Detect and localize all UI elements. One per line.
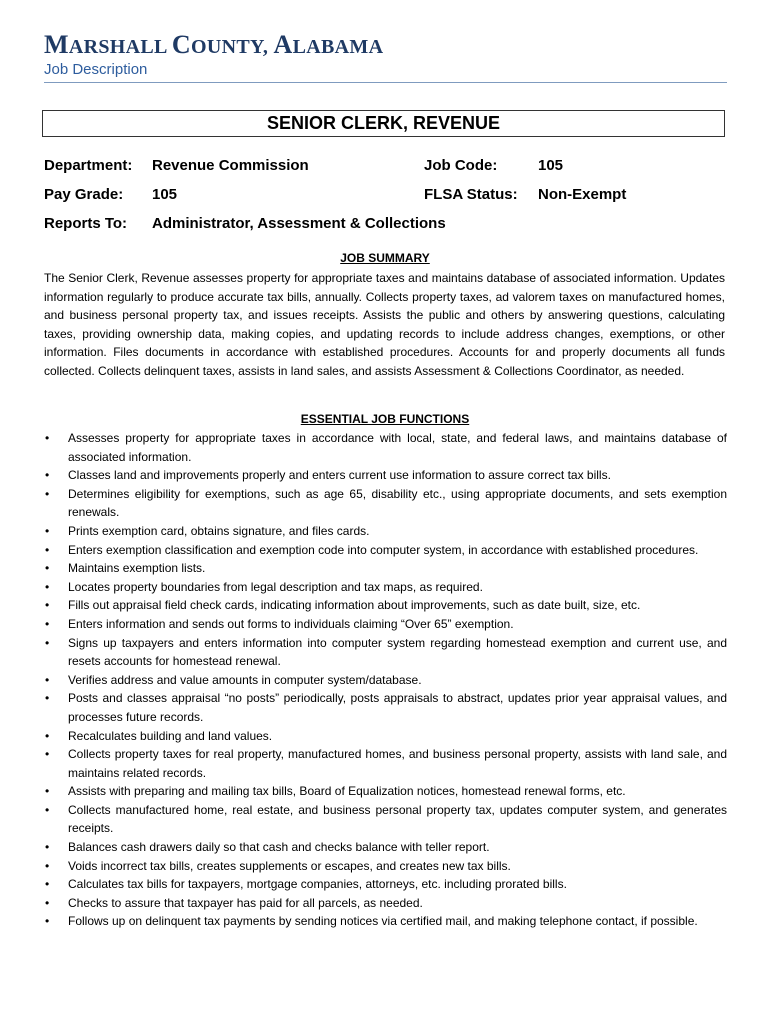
function-text: Assesses property for appropriate taxes in accordance with local, state, and federal laws, and maintains database of associated information. (68, 431, 727, 464)
bullet-icon: • (45, 616, 50, 631)
function-list-item (44, 429, 727, 466)
job-code-value: 105 (538, 157, 564, 174)
document-subtitle: Job Description (44, 61, 148, 78)
function-list-item (44, 559, 727, 578)
reports-to-label: Reports To: (44, 215, 128, 232)
bullet-icon: • (45, 877, 50, 892)
function-text: Checks to assure that taxpayer has paid for all parcels, as needed. (68, 895, 423, 910)
flsa-status-value: Non-Exempt (538, 186, 627, 203)
function-list-item (44, 485, 727, 522)
job-title: SENIOR CLERK, REVENUE (42, 110, 725, 137)
function-list-item (44, 912, 727, 931)
bullet-icon: • (45, 579, 50, 594)
bullet-icon: • (45, 728, 50, 743)
function-text: Posts and classes appraisal “no posts” periodically, posts appraisals to abstract, updates prior year appraisal values, and processes future records. (68, 691, 727, 724)
essential-functions-list (44, 429, 727, 931)
function-text: Recalculates building and land values. (68, 728, 273, 743)
function-list-item (44, 838, 727, 857)
function-list-item (44, 522, 727, 541)
function-text: Verifies address and value amounts in computer system/database. (68, 672, 422, 687)
function-text: Collects manufactured home, real estate, and business personal property tax, updates computer system, and generates receipts. (68, 802, 727, 836)
bullet-icon: • (45, 431, 50, 445)
bullet-icon: • (45, 784, 50, 799)
function-list-item (44, 596, 727, 615)
pay-grade-value: 105 (152, 186, 178, 203)
bullet-icon: • (45, 840, 50, 855)
county-title: MARSHALL COUNTY, ALABAMA (44, 30, 384, 59)
function-text: Locates property boundaries from legal description and tax maps, as required. (68, 579, 483, 594)
function-list-item (44, 541, 727, 560)
function-list-item (44, 466, 727, 485)
function-text: Collects property taxes for real property, manufactured homes, and business personal property, assists with land sale, and maintains related records. (68, 747, 727, 780)
function-text: Signs up taxpayers and enters information into computer system regarding homestead exemption and current use, and resets accounts for homestead renewal. (68, 635, 727, 669)
essential-functions-heading: ESSENTIAL JOB FUNCTIONS (300, 412, 470, 426)
function-list-item (44, 894, 727, 913)
bullet-icon: • (45, 895, 50, 910)
bullet-icon: • (45, 635, 50, 650)
department-value: Revenue Commission (152, 157, 309, 174)
function-list-item (44, 615, 727, 634)
function-list-item (44, 857, 727, 876)
function-list-item (44, 745, 727, 782)
department-label: Department: (44, 157, 133, 174)
bullet-icon: • (45, 914, 50, 929)
function-text: Follows up on delinquent tax payments by sending notices via certified mail, and making telephone contact, if possible. (68, 914, 698, 929)
bullet-icon: • (45, 542, 50, 557)
function-text: Maintains exemption lists. (68, 561, 206, 576)
pay-grade-label: Pay Grade: (44, 186, 124, 203)
function-text: Balances cash drawers daily so that cash and checks balance with teller report. (68, 840, 490, 855)
function-list-item (44, 801, 727, 838)
function-text: Enters exemption classification and exemption code into computer system, in accordance with established procedures. (68, 542, 699, 557)
bullet-icon: • (45, 486, 50, 501)
job-summary-text: The Senior Clerk, Revenue assesses property for appropriate taxes and maintains database of associated information. Updates information regularly to produce accurate tax bills, annually. Collects property taxes, ad valorem taxes on manufactured homes, and business personal property tax, and issues receipts. Assists the public and others by answering questions, calculating taxes, providing ownership data, making copies, and updating records to include address changes, exemptions, or other information. Files documents in accordance with established procedures. Accounts for and properly documents all funds collected. Collects delinquent taxes, assists in land sales, and assists Assessment & Collections Coordinator, as needed. (44, 271, 725, 378)
function-text: Fills out appraisal field check cards, indicating information about improvements, such as date built, size, etc. (68, 598, 641, 613)
reports-to-value: Administrator, Assessment & Collections (152, 215, 446, 232)
bullet-icon: • (45, 802, 50, 817)
flsa-status-label: FLSA Status: (424, 186, 518, 203)
function-text: Determines eligibility for exemptions, such as age 65, disability etc., using appropriate documents, and sets exemption renewals. (68, 486, 727, 520)
bullet-icon: • (45, 523, 50, 538)
function-list-item (44, 634, 727, 671)
function-text: Voids incorrect tax bills, creates supplements or escapes, and creates new tax bills. (68, 858, 511, 873)
bullet-icon: • (45, 747, 50, 762)
job-summary-heading: JOB SUMMARY (340, 251, 430, 265)
function-list-item (44, 782, 727, 801)
function-list-item (44, 578, 727, 597)
function-text: Assists with preparing and mailing tax bills, Board of Equalization notices, homestead renewal forms, etc. (68, 784, 626, 799)
bullet-icon: • (45, 672, 50, 687)
function-text: Calculates tax bills for taxpayers, mortgage companies, attorneys, etc. including prorated bills. (68, 877, 567, 892)
function-list-item (44, 671, 727, 690)
header-divider (44, 82, 727, 83)
function-list-item (44, 875, 727, 894)
function-list-item (44, 689, 727, 726)
bullet-icon: • (45, 561, 50, 576)
function-text: Prints exemption card, obtains signature, and files cards. (68, 523, 370, 538)
function-text: Enters information and sends out forms to individuals claiming “Over 65” exemption. (68, 616, 514, 631)
bullet-icon: • (45, 691, 50, 706)
function-list-item (44, 727, 727, 746)
bullet-icon: • (45, 598, 50, 613)
bullet-icon: • (45, 468, 50, 483)
function-text: Classes land and improvements properly and enters current use information to assure correct tax bills. (68, 468, 611, 483)
bullet-icon: • (45, 858, 50, 873)
job-code-label: Job Code: (424, 157, 498, 174)
